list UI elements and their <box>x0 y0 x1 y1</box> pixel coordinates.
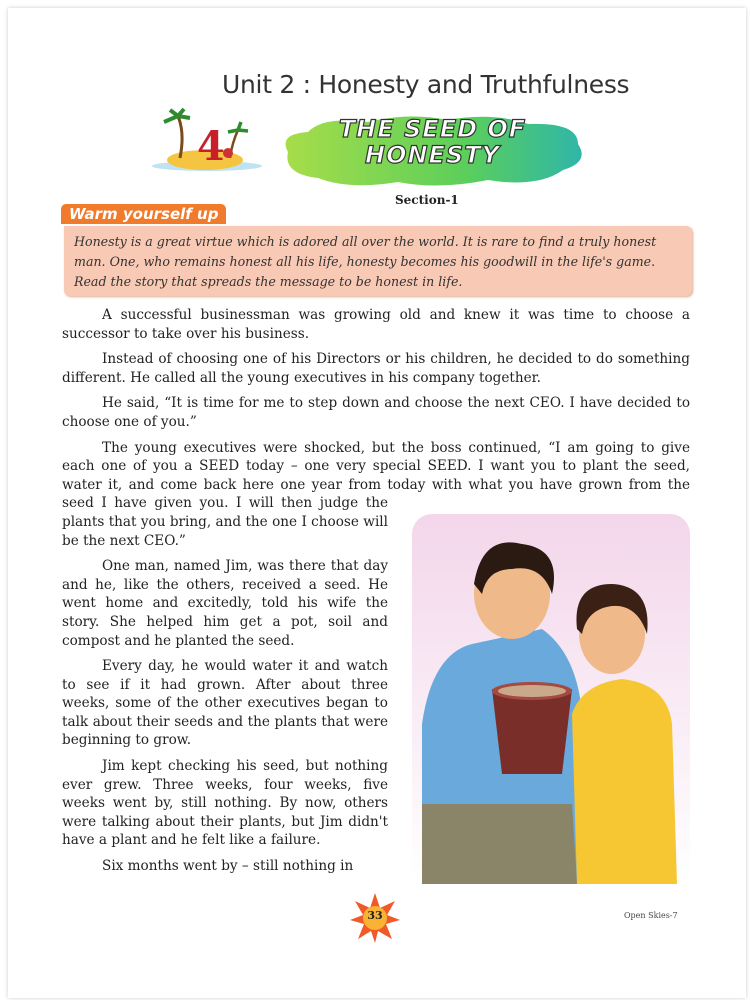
paragraph: Jim kept checking his seed, but nothing ever grew. Three weeks, four weeks, five weeks went by, still nothing. By now, others were talking about their plants, but Jim didn't have a plant and he felt like a failure. <box>62 758 388 849</box>
chapter-title-line2: HONESTY <box>364 141 500 169</box>
illustration-man-and-boy-with-pot <box>402 514 690 884</box>
footer-book-title: Open Skies-7 <box>624 911 678 920</box>
warm-up-label: Warm yourself up <box>61 204 226 224</box>
chapter-title <box>300 116 565 168</box>
paragraph: Every day, he would water it and watch to see if it had grown. After about three weeks, some of the other executives began to talk about their seeds and the plants that were beginning to grow. <box>62 658 388 749</box>
paragraph: The young executives were shocked, but the boss continued, “I am going to give each one of you a SEED today – one very special SEED. I want you to plant the seed, water it, and come back here one year from today with what you have grown from the seed I have given you. I will then judge the plants that you bring, and the one I choose will be the next CEO.” <box>62 439 690 549</box>
paragraph: Instead of choosing one of his Directors or his children, he decided to do something different. He called all the young executives in his company together. <box>62 351 690 386</box>
section-label: Section-1 <box>395 193 459 207</box>
paragraph: Six months went by – still nothing in <box>102 858 354 875</box>
page-number: 33 <box>367 909 383 922</box>
chapter-title-line1: THE SEED OF <box>338 115 527 143</box>
warm-up-text: Honesty is a great virtue which is adored all over the world. It is rare to find a truly honest man. One, who remains honest all his life, honesty becomes his goodwill in the life's game. Read the story that spreads the message to be honest in life. <box>64 226 692 296</box>
story-text <box>62 306 690 884</box>
chapter-number: 4 <box>197 123 225 170</box>
unit-title: Unit 2 : Honesty and Truthfulness <box>222 70 630 99</box>
paragraph: A successful businessman was growing old and knew it was time to choose a successor to take over his business. <box>62 307 690 342</box>
paragraph: He said, “It is time for me to step down and choose the next CEO. I have decided to choose one of you.” <box>62 395 690 430</box>
island-chapter-icon <box>150 108 265 173</box>
paragraph: One man, named Jim, was there that day and he, like the others, received a seed. He went home and excitedly, told his wife the story. She helped him get a pot, soil and compost and he planted the seed. <box>62 558 388 649</box>
page-number-badge <box>350 893 400 943</box>
